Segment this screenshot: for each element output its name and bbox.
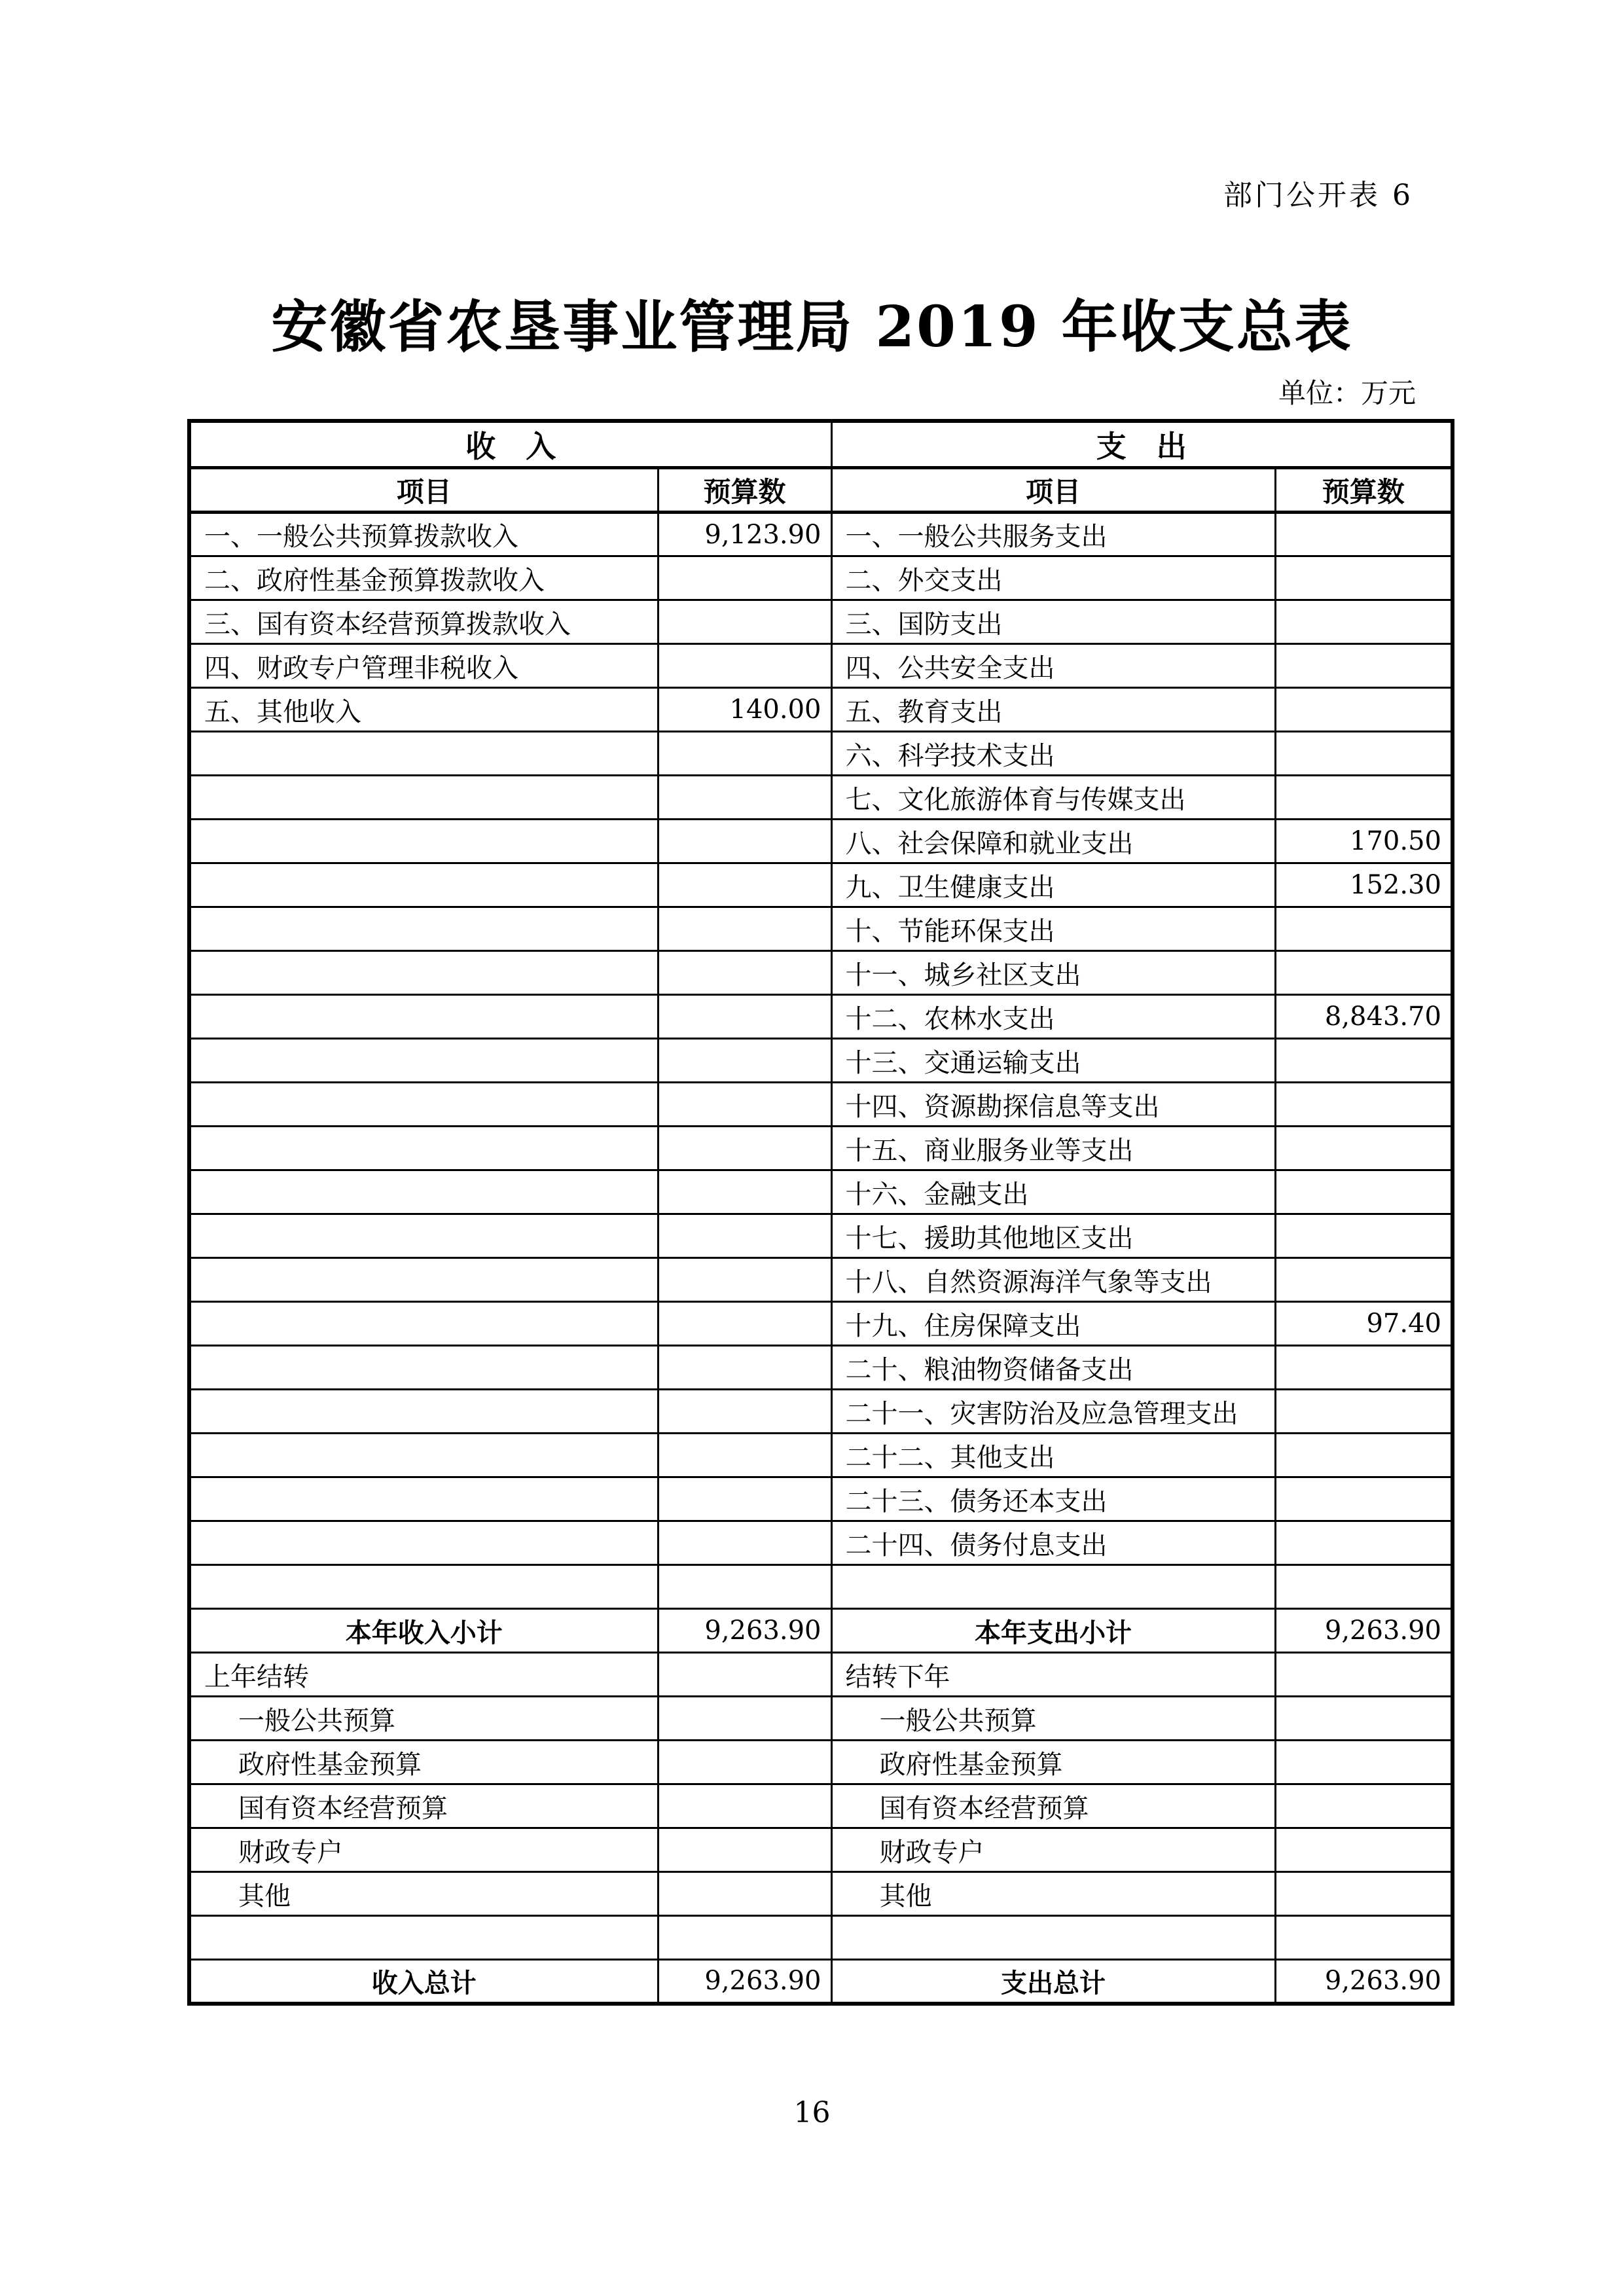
- table-row: [189, 1390, 1453, 1434]
- expense-value-cell: [1275, 1828, 1453, 1872]
- table-row: [189, 732, 1453, 776]
- expense-item-cell: [831, 1916, 1275, 1960]
- table-row: [189, 1302, 1453, 1346]
- expense-item-cell: 二十、粮油物资储备支出: [831, 1346, 1275, 1390]
- expense-value-cell: 97.40: [1275, 1302, 1453, 1346]
- expense-value-cell: 152.30: [1275, 863, 1453, 907]
- expense-item-cell: 二、外交支出: [831, 556, 1275, 600]
- expense-value-cell: [1275, 732, 1453, 776]
- income-value-cell: [658, 1565, 831, 1609]
- income-item-cell: 财政专户: [189, 1828, 658, 1872]
- income-item-cell: 上年结转: [189, 1653, 658, 1697]
- income-value-cell: [658, 1697, 831, 1741]
- expense-value-cell: [1275, 1916, 1453, 1960]
- income-value-cell: [658, 1784, 831, 1828]
- expense-item-cell: 政府性基金预算: [831, 1741, 1275, 1784]
- expense-value-cell: [1275, 1434, 1453, 1477]
- income-value-cell: [658, 863, 831, 907]
- income-value-cell: [658, 951, 831, 995]
- income-item-cell: [189, 1083, 658, 1127]
- income-value-cell: [658, 732, 831, 776]
- expense-item-cell: [831, 1565, 1275, 1609]
- expense-section-header: 支 出: [831, 421, 1453, 468]
- expense-value-cell: [1275, 513, 1453, 556]
- income-item-cell: [189, 863, 658, 907]
- expense-value-cell: [1275, 1653, 1453, 1697]
- expense-item-cell: 十一、城乡社区支出: [831, 951, 1275, 995]
- income-value-cell: [658, 1916, 831, 1960]
- income-item-cell: [189, 820, 658, 863]
- table-row: [189, 776, 1453, 820]
- income-value-cell: [658, 1346, 831, 1390]
- expense-item-cell: 十四、资源勘探信息等支出: [831, 1083, 1275, 1127]
- income-item-cell: [189, 1565, 658, 1609]
- page-title: 安徽省农垦事业管理局 2019 年收支总表: [271, 294, 1353, 360]
- income-item-cell: 一般公共预算: [189, 1697, 658, 1741]
- expense-item-cell: 财政专户: [831, 1828, 1275, 1872]
- income-item-cell: [189, 1434, 658, 1477]
- table-row: [189, 995, 1453, 1039]
- income-item-cell: [189, 1170, 658, 1214]
- table-row: [189, 1346, 1453, 1390]
- income-value-cell: [658, 820, 831, 863]
- table-row: [189, 600, 1453, 644]
- expense-value-cell: [1275, 1214, 1453, 1258]
- expense-value-cell: 9,263.90: [1275, 1609, 1453, 1653]
- table-row: [189, 1916, 1453, 1960]
- table-row: [189, 1521, 1453, 1565]
- table-row: [189, 1258, 1453, 1302]
- income-item-cell: [189, 995, 658, 1039]
- income-item-cell: [189, 732, 658, 776]
- income-item-cell: [189, 1127, 658, 1170]
- table-row: [189, 556, 1453, 600]
- section-header-row: [189, 421, 1453, 468]
- expense-item-cell: 十二、农林水支出: [831, 995, 1275, 1039]
- expense-value-cell: 170.50: [1275, 820, 1453, 863]
- income-item-cell: [189, 1346, 658, 1390]
- expense-item-cell: 十八、自然资源海洋气象等支出: [831, 1258, 1275, 1302]
- expense-value-cell: [1275, 1346, 1453, 1390]
- expense-value-cell: [1275, 1258, 1453, 1302]
- table-row: [189, 863, 1453, 907]
- expense-value-cell: [1275, 688, 1453, 732]
- expense-value-cell: [1275, 1477, 1453, 1521]
- expense-item-cell: 十六、金融支出: [831, 1170, 1275, 1214]
- expense-value-cell: [1275, 951, 1453, 995]
- expense-budget-column-header: 预算数: [1275, 468, 1453, 513]
- table-row: [189, 1434, 1453, 1477]
- expense-value-cell: [1275, 1697, 1453, 1741]
- table-row: [189, 1653, 1453, 1697]
- expense-value-cell: [1275, 776, 1453, 820]
- expense-item-cell: 八、社会保障和就业支出: [831, 820, 1275, 863]
- expense-item-cell: 一、一般公共服务支出: [831, 513, 1275, 556]
- expense-item-cell: 结转下年: [831, 1653, 1275, 1697]
- expense-item-cell: 三、国防支出: [831, 600, 1275, 644]
- table-row: [189, 1828, 1453, 1872]
- table-row: [189, 513, 1453, 556]
- income-item-cell: 二、政府性基金预算拨款收入: [189, 556, 658, 600]
- expense-item-cell: 十三、交通运输支出: [831, 1039, 1275, 1083]
- income-item-column-header: 项目: [189, 468, 658, 513]
- income-value-cell: [658, 1302, 831, 1346]
- income-value-cell: [658, 1872, 831, 1916]
- table-row: [189, 1477, 1453, 1521]
- income-value-cell: 9,263.90: [658, 1960, 831, 2004]
- income-item-cell: [189, 1039, 658, 1083]
- income-value-cell: [658, 1083, 831, 1127]
- income-value-cell: [658, 644, 831, 688]
- expense-item-cell: 国有资本经营预算: [831, 1784, 1275, 1828]
- expense-item-cell: 十、节能环保支出: [831, 907, 1275, 951]
- expense-item-cell: 十五、商业服务业等支出: [831, 1127, 1275, 1170]
- income-value-cell: [658, 1741, 831, 1784]
- income-item-cell: [189, 1302, 658, 1346]
- income-item-cell: [189, 1390, 658, 1434]
- expense-value-cell: [1275, 1872, 1453, 1916]
- page-number: 16: [793, 2096, 831, 2129]
- table-row: [189, 1127, 1453, 1170]
- expense-value-cell: [1275, 1565, 1453, 1609]
- expense-value-cell: [1275, 644, 1453, 688]
- column-header-row: [189, 468, 1453, 513]
- expense-value-cell: [1275, 1390, 1453, 1434]
- income-value-cell: [658, 1477, 831, 1521]
- table-row: [189, 644, 1453, 688]
- income-item-cell: 政府性基金预算: [189, 1741, 658, 1784]
- expense-value-cell: [1275, 1083, 1453, 1127]
- table-row: [189, 1741, 1453, 1784]
- table-row: [189, 1960, 1453, 2004]
- table-row: [189, 1609, 1453, 1653]
- table-row: [189, 1784, 1453, 1828]
- expense-item-cell: 支出总计: [831, 1960, 1275, 2004]
- income-value-cell: [658, 1390, 831, 1434]
- expense-item-column-header: 项目: [831, 468, 1275, 513]
- income-item-cell: 其他: [189, 1872, 658, 1916]
- income-item-cell: 本年收入小计: [189, 1609, 658, 1653]
- expense-item-cell: 六、科学技术支出: [831, 732, 1275, 776]
- expense-item-cell: 二十二、其他支出: [831, 1434, 1275, 1477]
- income-item-cell: [189, 776, 658, 820]
- income-item-cell: 国有资本经营预算: [189, 1784, 658, 1828]
- expense-item-cell: 四、公共安全支出: [831, 644, 1275, 688]
- income-item-cell: [189, 1214, 658, 1258]
- expense-value-cell: [1275, 907, 1453, 951]
- expense-value-cell: [1275, 600, 1453, 644]
- expense-item-cell: 十九、住房保障支出: [831, 1302, 1275, 1346]
- income-value-cell: [658, 1653, 831, 1697]
- income-value-cell: [658, 1039, 831, 1083]
- table-row: [189, 1872, 1453, 1916]
- table-row: [189, 1170, 1453, 1214]
- income-value-cell: 140.00: [658, 688, 831, 732]
- income-item-cell: 收入总计: [189, 1960, 658, 2004]
- table-row: [189, 907, 1453, 951]
- income-item-cell: 五、其他收入: [189, 688, 658, 732]
- table-row: [189, 1565, 1453, 1609]
- expense-value-cell: [1275, 1039, 1453, 1083]
- expense-item-cell: 七、文化旅游体育与传媒支出: [831, 776, 1275, 820]
- income-value-cell: [658, 1214, 831, 1258]
- expense-item-cell: 二十一、灾害防治及应急管理支出: [831, 1390, 1275, 1434]
- expense-item-cell: 二十四、债务付息支出: [831, 1521, 1275, 1565]
- expense-value-cell: 9,263.90: [1275, 1960, 1453, 2004]
- expense-item-cell: 五、教育支出: [831, 688, 1275, 732]
- table-row: [189, 1214, 1453, 1258]
- income-item-cell: 一、一般公共预算拨款收入: [189, 513, 658, 556]
- table-row: [189, 688, 1453, 732]
- income-section-header: 收 入: [189, 421, 831, 468]
- table-row: [189, 1697, 1453, 1741]
- income-value-cell: [658, 600, 831, 644]
- expense-value-cell: 8,843.70: [1275, 995, 1453, 1039]
- expense-value-cell: [1275, 1127, 1453, 1170]
- expense-value-cell: [1275, 1521, 1453, 1565]
- expense-item-cell: 十七、援助其他地区支出: [831, 1214, 1275, 1258]
- expense-item-cell: 本年支出小计: [831, 1609, 1275, 1653]
- budget-summary-table: [187, 419, 1454, 2006]
- table-row: [189, 1039, 1453, 1083]
- expense-value-cell: [1275, 1741, 1453, 1784]
- income-value-cell: [658, 907, 831, 951]
- income-item-cell: [189, 1916, 658, 1960]
- income-value-cell: [658, 556, 831, 600]
- income-value-cell: [658, 1127, 831, 1170]
- income-value-cell: 9,263.90: [658, 1609, 831, 1653]
- income-item-cell: [189, 1521, 658, 1565]
- income-value-cell: [658, 1170, 831, 1214]
- income-item-cell: 四、财政专户管理非税收入: [189, 644, 658, 688]
- income-value-cell: [658, 776, 831, 820]
- income-value-cell: [658, 1434, 831, 1477]
- expense-item-cell: 二十三、债务还本支出: [831, 1477, 1275, 1521]
- expense-item-cell: 九、卫生健康支出: [831, 863, 1275, 907]
- income-value-cell: 9,123.90: [658, 513, 831, 556]
- table-row: [189, 1083, 1453, 1127]
- income-item-cell: [189, 951, 658, 995]
- table-row: [189, 820, 1453, 863]
- expense-value-cell: [1275, 1784, 1453, 1828]
- table-row: [189, 951, 1453, 995]
- income-item-cell: [189, 1477, 658, 1521]
- income-budget-column-header: 预算数: [658, 468, 831, 513]
- doc-type-label: 部门公开表 6: [1223, 179, 1413, 212]
- expense-item-cell: 一般公共预算: [831, 1697, 1275, 1741]
- income-value-cell: [658, 1521, 831, 1565]
- income-item-cell: [189, 907, 658, 951]
- income-value-cell: [658, 1828, 831, 1872]
- income-value-cell: [658, 1258, 831, 1302]
- income-value-cell: [658, 995, 831, 1039]
- income-item-cell: [189, 1258, 658, 1302]
- expense-value-cell: [1275, 556, 1453, 600]
- expense-item-cell: 其他: [831, 1872, 1275, 1916]
- unit-label: 单位：万元: [1278, 377, 1416, 409]
- income-item-cell: 三、国有资本经营预算拨款收入: [189, 600, 658, 644]
- expense-value-cell: [1275, 1170, 1453, 1214]
